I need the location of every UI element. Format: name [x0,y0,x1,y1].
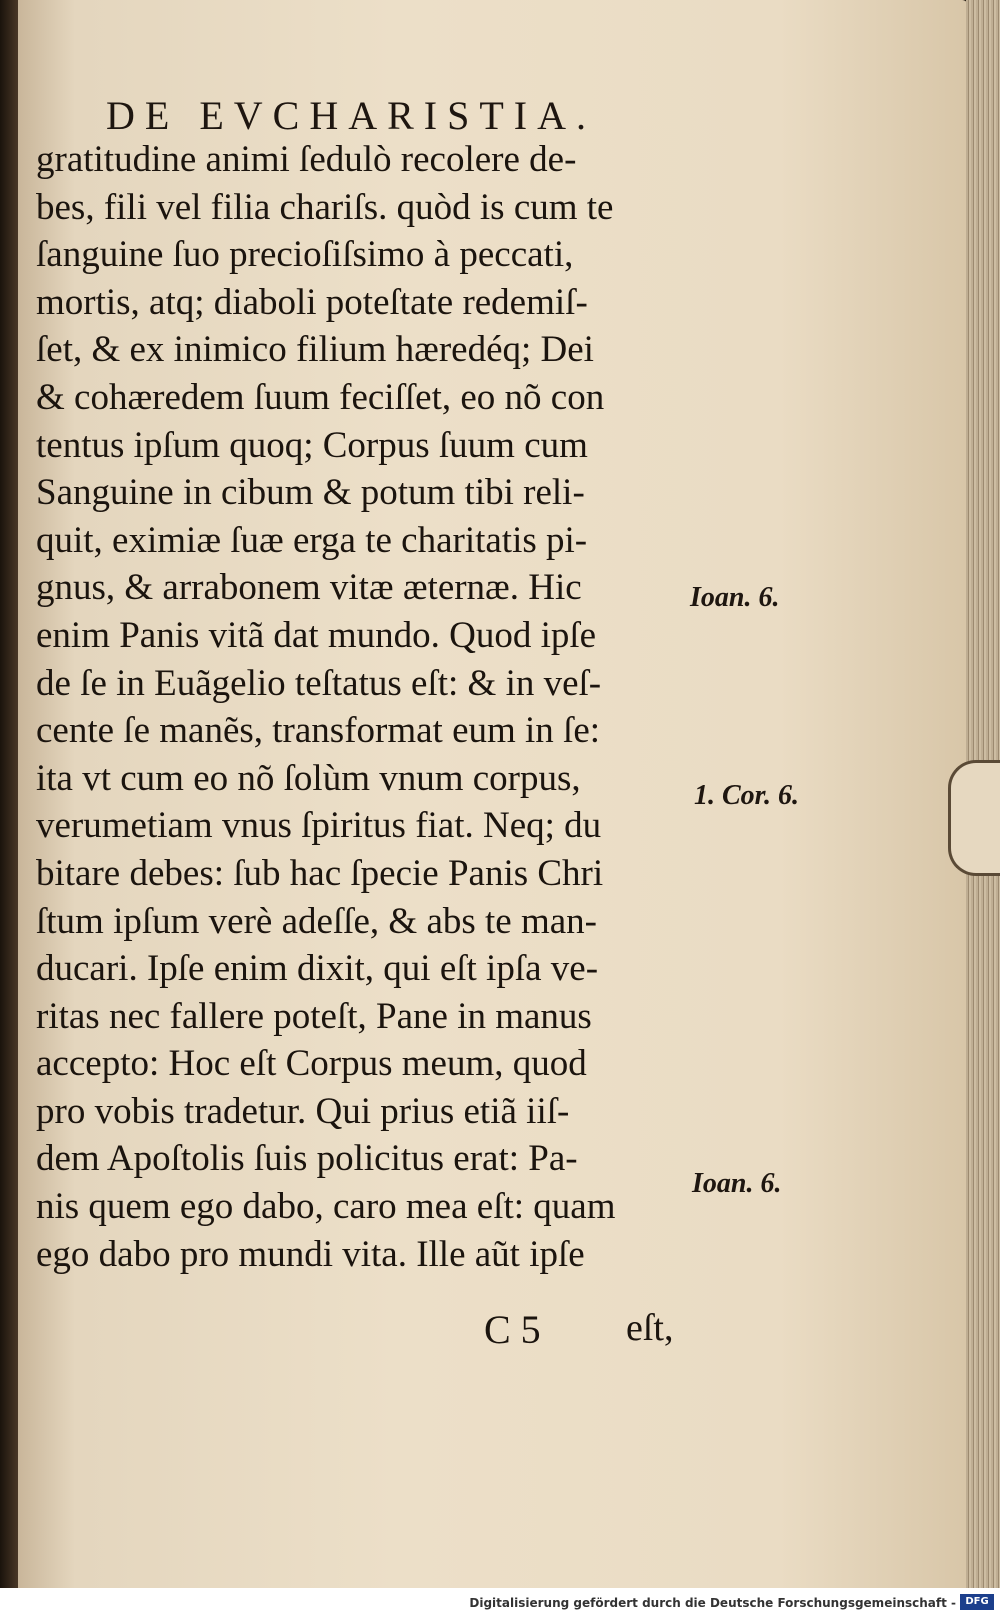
text-line: accepto: Hoc eſt Corpus meum, quod [36,1043,587,1085]
page-clip [948,760,1000,876]
text-line: verumetiam vnus ſpiritus fiat. Neq; du [36,805,602,847]
text-line: nis quem ego dabo, caro mea eſt: quam [36,1186,616,1228]
text-line: gnus, & arrabonem vitæ æternæ. Hic [36,567,582,609]
text-line: ita vt cum eo nõ ſolùm vnum corpus, [36,757,581,799]
text-line: dem Apoſtolis ſuis policitus erat: Pa- [36,1138,578,1180]
dfg-logo-icon: DFG [960,1594,994,1610]
marginal-note-2: 1. Cor. 6. [694,780,800,811]
text-line: mortis, atq; diaboli poteſtate redemiſ- [36,281,588,323]
text-line: ſtum ipſum verè adeſſe, & abs te man- [36,900,597,942]
text-line: ritas nec fallere poteſt, Pane in manus [36,995,592,1037]
text-line: & cohæredem ſuum feciſſet, eo nõ con [36,376,605,418]
text-line: enim Panis vitã dat mundo. Quod ipſe [36,614,597,656]
catchword: eſt, [626,1307,674,1349]
body-text [36,136,716,1278]
text-line: ducari. Ipſe enim dixit, qui eſt ipſa ve- [36,948,599,990]
footer-credit: Digitalisierung gefördert durch die Deutsche Forschungsgemeinschaft - [469,1596,956,1610]
signature-mark: C 5 [484,1307,541,1352]
text-line: gratitudine animi ſedulò recolere de- [36,139,577,180]
footer-bar [0,1588,1000,1618]
text-line: cente ſe manẽs, transformat eum in ſe: [36,710,601,752]
text-line: de ſe in Euãgelio teſtatus eſt: & in veſ- [36,662,602,704]
text-line: quit, eximiæ ſuæ erga te charitatis pi- [36,519,588,561]
text-line: bitare debes: ſub hac ſpecie Panis Chri [36,852,604,894]
text-line: pro vobis tradetur. Qui prius etiã iiſ- [36,1090,570,1132]
marginal-note-3: Ioan. 6. [692,1168,782,1199]
text-line: ſet, & ex inimico filium hæredéq; Dei [36,329,594,371]
text-line: bes, fili vel filia chariſs. quòd is cum te [36,186,614,228]
running-head: DE EVCHARISTIA. [106,93,596,138]
text-line: tentus ipſum quoq; Corpus ſuum cum [36,424,588,466]
marginal-note-1: Ioan. 6. [690,582,780,613]
text-line: ſanguine ſuo precioſiſsimo à peccati, [36,234,574,276]
text-line: ego dabo pro mundi vita. Ille aũt ipſe [36,1233,585,1275]
text-line: Sanguine in cibum & potum tibi reli- [36,472,585,514]
